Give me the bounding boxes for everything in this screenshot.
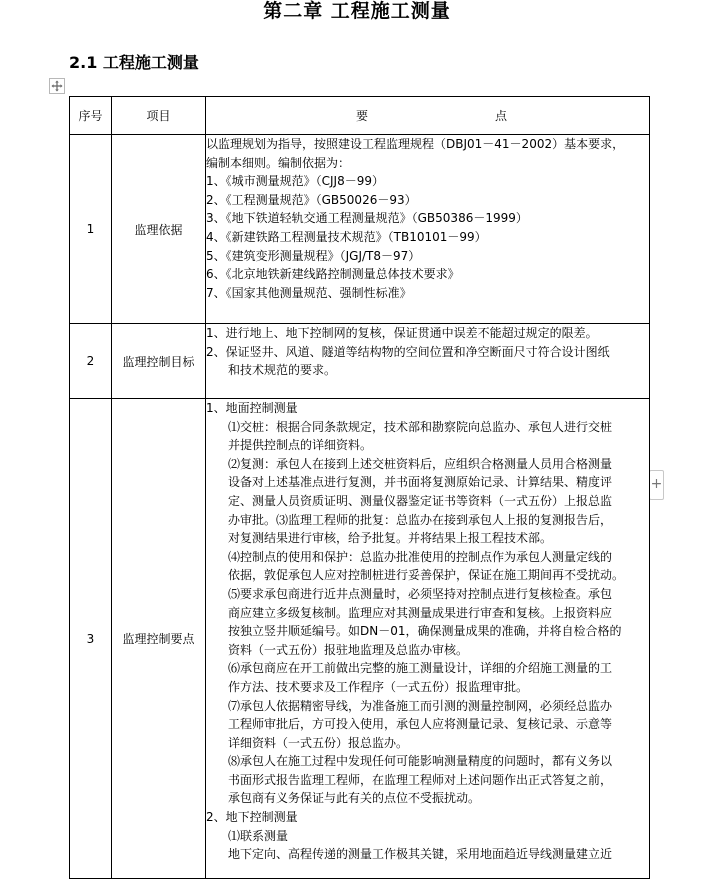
header-req-left: 要: [356, 109, 369, 123]
req-line: 4、《新建铁路工程测量技术规范》（TB10101－99）: [206, 229, 487, 244]
add-column-button[interactable]: [649, 470, 664, 500]
req-line: 按独立竖井顺延编号。如DN－01，确保测量成果的准确，并将自检合格的: [228, 624, 622, 639]
table-row: [70, 135, 650, 324]
req-line: 资料（一式五份）报驻地监理及总监办审核。: [228, 642, 469, 657]
row-requirements: [206, 324, 650, 399]
req-line: 1、地面控制测量: [206, 401, 298, 415]
req-line: 定、测量人员资质证明、测量仪器鉴定证书等资料（一式五份）上报总监: [228, 493, 613, 508]
table-row: [70, 324, 650, 399]
req-line: 7、《国家其他测量规范、强制性标准》: [206, 285, 412, 300]
move-arrows-icon: [51, 80, 63, 92]
req-line: 工程师审批后，方可投入使用，承包人应将测量记录、复核记录、示意等: [228, 717, 613, 732]
req-line: 并提供控制点的详细资料。: [228, 438, 373, 453]
req-line: 设备对上述基准点进行复测，并书面将复测原始记录、计算结果、精度评: [228, 475, 613, 490]
req-line: 地下定向、高程传递的测量工作极其关键，采用地面趋近导线测量建立近: [228, 847, 613, 862]
section-title: 2.1 工程施工测量: [69, 53, 199, 72]
row-requirements: [206, 399, 650, 879]
req-line: ⑵复测：承包人在接到上述交桩资料后，应组织合格测量人员用合格测量: [228, 456, 613, 471]
header-item: 项目: [112, 97, 206, 135]
row-item: 监理控制目标: [112, 324, 206, 399]
req-line: 3、《地下铁道轻轨交通工程测量规范》（GB50386－1999）: [206, 211, 528, 226]
req-line: 对复测结果进行审核，给予批复。并将结果上报工程技术部。: [228, 531, 553, 546]
req-line: 和技术规范的要求。: [228, 363, 337, 378]
row-item: 监理控制要点: [112, 399, 206, 879]
req-line: 书面形式报告监理工程师，在监理工程师对上述问题作出正式答复之前，: [228, 772, 613, 787]
req-line: 依据，敦促承包人应对控制桩进行妥善保护，保证在施工期间再不受扰动。: [228, 568, 625, 583]
req-line: ⑸要求承包商进行近井点测量时，必须坚持对控制点进行复核检查。承包: [228, 586, 613, 601]
req-line: 1、《城市测量规范》（CJJ8－99）: [206, 174, 384, 189]
req-line: 2、地下控制测量: [206, 810, 298, 825]
row-seq: 2: [70, 324, 112, 399]
req-line: ⑺承包人依据精密导线，为准备施工而引测的测量控制网，必须经总监办: [228, 698, 613, 713]
requirements-table: [69, 96, 650, 879]
row-item: 监理依据: [112, 135, 206, 324]
chapter-title: 第二章 工程施工测量: [263, 0, 451, 22]
table-move-handle[interactable]: [49, 78, 65, 94]
req-line: 作方法、技术要求及工作程序（一式五份）报监理审批。: [228, 679, 529, 694]
header-seq: 序号: [70, 97, 112, 135]
table-header-row: [70, 97, 650, 135]
row-seq: 1: [70, 135, 112, 324]
req-line: ⑴交桩：根据合同条款规定，技术部和勘察院向总监办、承包人进行交桩: [228, 419, 613, 434]
req-line: 编制本细则。编制依据为：: [206, 155, 351, 170]
row-requirements: [206, 135, 650, 324]
header-requirements: [206, 97, 650, 135]
req-line: 2、《工程测量规范》（GB50026－93）: [206, 192, 417, 207]
header-req-right: 点: [494, 109, 507, 123]
req-line: ⑴联系测量: [228, 828, 289, 843]
req-line: 5、《建筑变形测量规程》（JGJ/T8－97）: [206, 248, 421, 263]
req-line: 6、《北京地铁新建线路控制测量总体技术要求》: [206, 267, 460, 282]
req-line: 办审批。⑶监理工程师的批复：总监办在接到承包人上报的复测报告后，: [228, 512, 613, 527]
req-line: 商应建立多级复核制。监理应对其测量成果进行审查和复核。上报资料应: [228, 605, 613, 620]
table-row: [70, 399, 650, 879]
req-line: ⑷控制点的使用和保护：总监办批准使用的控制点作为承包人测量定线的: [228, 549, 613, 564]
req-line: 1、进行地上、地下控制网的复核，保证贯通中误差不能超过规定的限差。: [206, 326, 598, 340]
plus-icon: +: [650, 476, 663, 492]
req-line: ⑹承包商应在开工前做出完整的施工测量设计，详细的介绍施工测量的工: [228, 661, 613, 676]
req-line: 承包商有义务保证与此有关的点位不受振扰动。: [228, 791, 481, 806]
req-line: 详细资料（一式五份）报总监办。: [228, 735, 409, 750]
req-line: 以监理规划为指导，按照建设工程监理规程（DBJ01－41－2002）基本要求，: [206, 137, 625, 151]
req-line: 2、保证竖井、风道、隧道等结构物的空间位置和净空断面尺寸符合设计图纸: [206, 344, 610, 359]
req-line: ⑻承包人在施工过程中发现任何可能影响测量精度的问题时，都有义务以: [228, 754, 613, 769]
row-seq: 3: [70, 399, 112, 879]
